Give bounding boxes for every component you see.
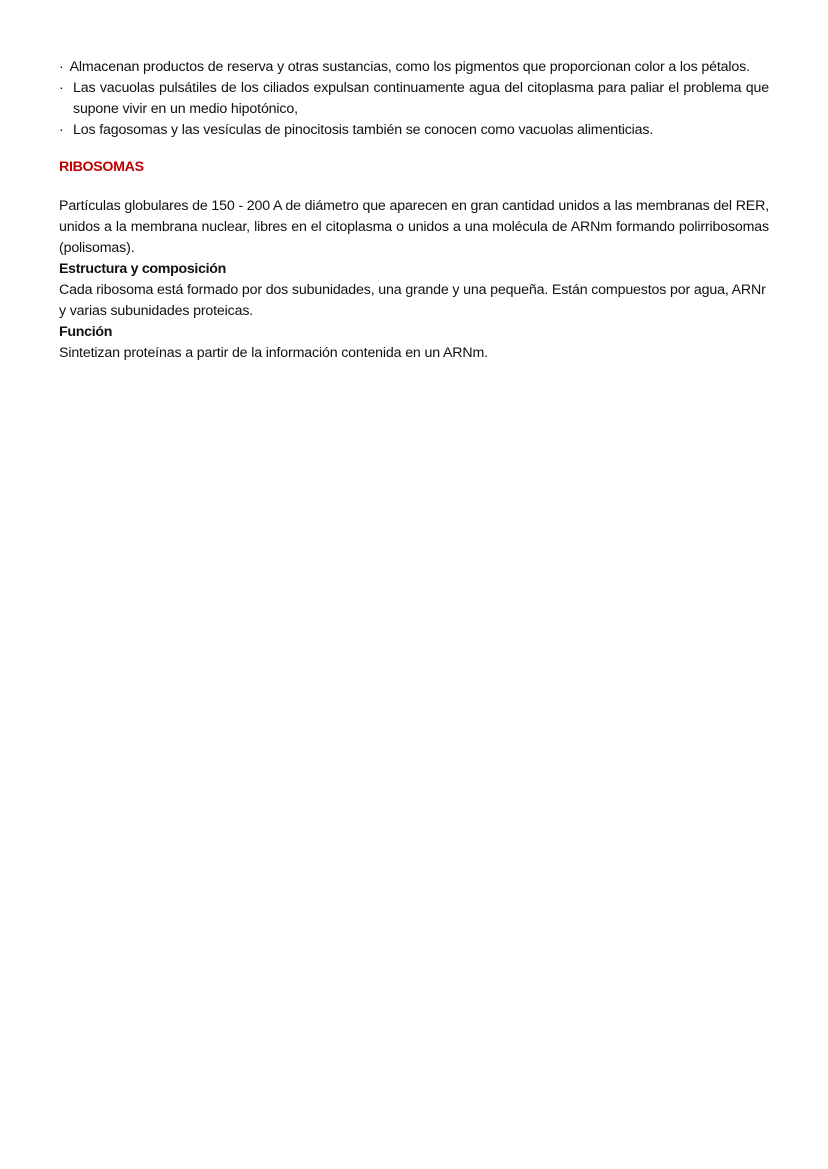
list-item xyxy=(59,57,769,78)
estructura-paragraph: Cada ribosoma está formado por dos subunidades, una grande y una pequeña. Están compuestos por agua, ARNr y varias subunidades proteicas. xyxy=(59,282,766,319)
bullet-dot-icon: · xyxy=(59,80,64,96)
bullet-dot-icon: · xyxy=(59,122,64,138)
ribosomas-intro-paragraph: Partículas globulares de 150 - 200 A de diámetro que aparecen en gran cantidad unidos a las membranas del RER, unidos a la membrana nuclear, libres en el citoplasma o unidos a una molécula de ARNm formando polirribosomas (polisomas). xyxy=(59,198,769,256)
subheading-estructura: Estructura y composición xyxy=(59,261,227,277)
list-item xyxy=(59,120,769,141)
list-item xyxy=(59,78,769,120)
subheading-funcion: Función xyxy=(59,324,113,340)
funcion-paragraph: Sintetizan proteínas a partir de la información contenida en un ARNm. xyxy=(59,345,488,361)
section-title-ribosomas: RIBOSOMAS xyxy=(59,159,144,175)
document-page xyxy=(59,57,769,364)
vacuole-function-list xyxy=(59,57,769,141)
list-item-text: Los fagosomas y las vesículas de pinocitosis también se conocen como vacuolas alimenticias. xyxy=(73,122,654,138)
list-item-text: Las vacuolas pulsátiles de los ciliados expulsan continuamente agua del citoplasma para paliar el problema que supone vivir en un medio hipotónico, xyxy=(73,80,769,117)
bullet-dot-icon: · xyxy=(59,59,64,75)
list-item-text: Almacenan productos de reserva y otras sustancias, como los pigmentos que proporcionan color a los pétalos. xyxy=(69,59,750,75)
